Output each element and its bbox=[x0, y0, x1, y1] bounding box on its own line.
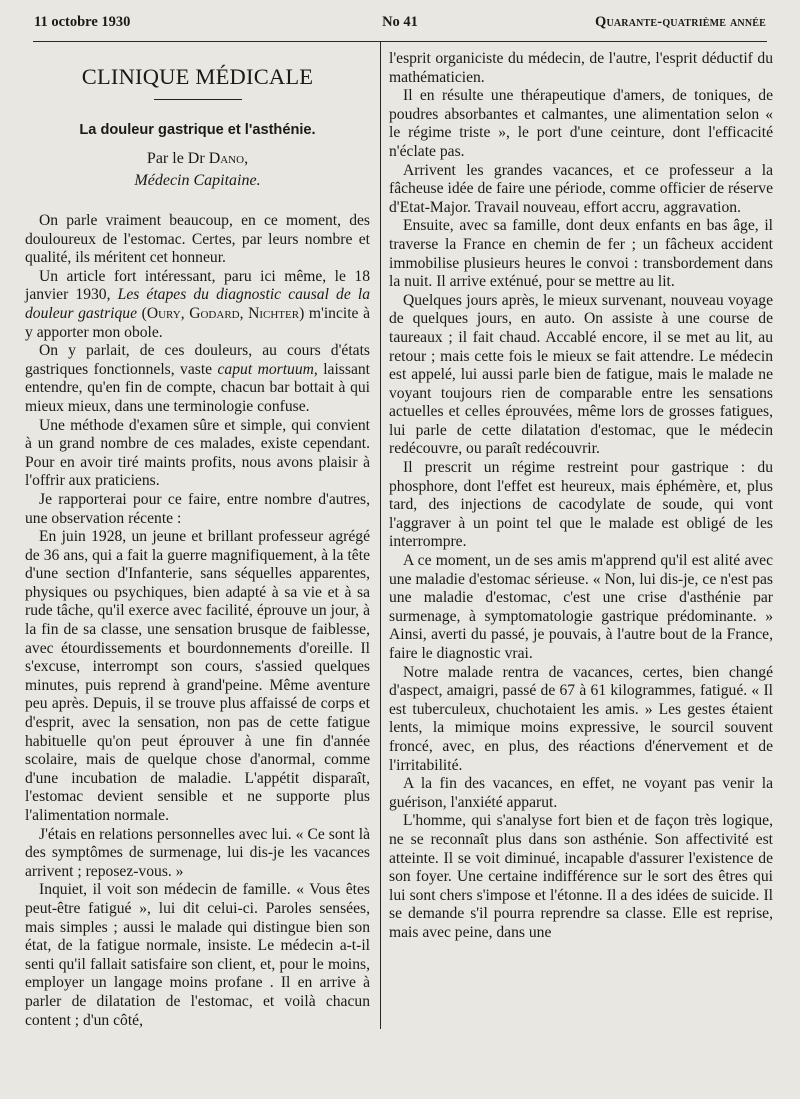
publication-year: Quarante-quatrième année bbox=[594, 14, 766, 30]
right-column bbox=[389, 50, 773, 943]
author-suffix: , bbox=[244, 150, 249, 167]
text-run: , laissant entendre, qu'en fin de compte, chacun bar bottait à qui mieux mieux, dans une terminologie confuse. bbox=[25, 360, 370, 415]
paragraph: Quelques jours après, le mieux survenant, nouveau voyage de quelques jours, en auto. On assiste à une course de taureaux ; il fait chaud. Accablé encore, il se met au lit, au retour ; mais cette fois le mieux se fait attendre. Le médecin est appelé, lui aussi parle bien de fatigue, mais le malade ne voyant toujours rien de comparable entre les sensations actuelles et celles éprouvées, même lors de grosses fatigues, lui parle de cette dilatation d'estomac, que le médecin redécouvre, ou paraît redécouvrir. bbox=[389, 291, 773, 458]
byline bbox=[25, 148, 370, 170]
author-rank: Médecin Capitaine. bbox=[134, 172, 261, 189]
cited-title: Les étapes du diagnostic causal de la douleur gastrique bbox=[25, 286, 371, 322]
issue-number: No 41 bbox=[382, 14, 418, 30]
paragraph: J'étais en relations personnelles avec lui. « Ce sont là des symptômes de surmenage, lui dis-je les vacances arrivent ; reposez-vous. » bbox=[25, 825, 370, 880]
cited-authors: Oury, Godard, Nichter bbox=[146, 304, 300, 322]
latin-term: caput mortuum bbox=[217, 360, 314, 378]
author-name: Dano bbox=[208, 150, 245, 167]
article-title: La douleur gastrique et l'asthénie. bbox=[79, 122, 316, 138]
paragraph: Inquiet, il voit son médecin de famille. « Vous êtes peut-être fatigué », lui dit celui-ci. Paroles sensées, mais simples ; aussi le malade qui distingue bien son état, de la fatigue normale, insiste. Le médecin a-t-il senti qu'il fallait satisfaire son client, et, pour le moins, employer un langage moins profane . Il en arrive à parler de dilatation de l'estomac, et voilà chacun content ; d'un côté, bbox=[25, 881, 370, 1029]
text-run: ( bbox=[137, 304, 147, 322]
section-title: CLINIQUE MÉDICALE bbox=[81, 64, 314, 89]
paragraph: Il en résulte une thérapeutique d'amers, de toniques, de poudres absorbantes et calmantes, une alimentation selon « le régime triste », le port d'une ceinture, dont l'efficacité n'éclate pas. bbox=[389, 87, 773, 160]
paragraph: A la fin des vacances, en effet, ne voyant pas venir la guérison, l'anxiété apparut. bbox=[389, 775, 773, 811]
paragraph: Il prescrit un régime restreint pour gastrique : du phosphore, dont l'effet est heureux, mais éphémère, et, plus tard, des injections de cacodylate de soude, qui vont l'aggraver à un point tel que le malade est obligé de les interrompre. bbox=[389, 459, 773, 551]
paragraph: Arrivent les grandes vacances, et ce professeur a la fâcheuse idée de faire une période, comme officier de réserve d'Etat-Major. Travail nouveau, effort accru, aggravation. bbox=[389, 161, 773, 216]
paragraph: En juin 1928, un jeune et brillant professeur agrégé de 36 ans, qui a fait la guerre magnifiquement, à la tête d'une section d'Infanterie, sans séquelles apparentes, physiques ou psychiques, bien adapté à sa vie et à sa rude tâche, qu'il exerce avec facilité, éprouve un jour, à la fin de sa classe, une sensation brusque de faiblesse, avec étourdissements et bourdonnements d'oreille. Il s'excuse, interrompt son cours, s'assied quelques minutes, puis reprend à grand'peine. Même aventure peu après. Depuis, il se trouve plus affaissé de corps et d'esprit, avec la sensation, non pas de cette fatigue habituelle qu'on peut éprouver à une fin d'année scolaire, mais de quelque chose d'anormal, comme d'une incubation de maladie. L'appétit disparaît, l'estomac devient sensible et ne supporte plus l'alimentation normale. bbox=[25, 528, 370, 824]
paragraph: A ce moment, un de ses amis m'apprend qu'il est alité avec une maladie d'estomac sérieuse. « Non, lui dis-je, ce n'est pas une maladie d'estomac, c'est une crise d'asthénie par surmenage, à symptomatologie gastrique prédominante. » Ainsi, averti du passé, je pouvais, à l'autre bout de la France, faire le diagnostic vrai. bbox=[389, 552, 773, 662]
text-run: ) m'incite à y apporter mon obole. bbox=[25, 304, 370, 341]
issue-date: 11 octobre 1930 bbox=[34, 14, 131, 30]
paragraph: Une méthode d'examen sûre et simple, qui convient à un grand nombre de ces malades, existe cependant. Pour en avoir tiré maints profits, nous avons plaisir à l'offrir aux praticiens. bbox=[25, 416, 370, 490]
left-column bbox=[25, 48, 370, 1030]
paragraph: Ensuite, avec sa famille, dont deux enfants en bas âge, il traverse la France en chemin de fer ; un fâcheux accident immobilise plusieurs heures le convoi : transbordement dans la nuit. Il arrive exténué, pour se mettre au lit. bbox=[389, 217, 773, 291]
paragraph: L'homme, qui s'analyse fort bien et de façon très logique, ne se reconnaît plus dans son asthénie. Son affectivité est atteinte. Il se voit diminué, incapable d'assurer l'existence de son foyer. Une certaine indifférence sur le sort des êtres qui lui sont chers s'impose et l'étonne. Il a des idées de suicide. Il se demande s'il pourra reprendre sa classe. Elle est reprise, mais avec peine, dans une bbox=[389, 812, 773, 941]
title-rule bbox=[154, 99, 242, 100]
text-run: Un article fort intéressant, paru ici même, le 18 janvier 1930, bbox=[25, 267, 370, 304]
author-prefix: Par le Dr bbox=[146, 150, 209, 167]
paragraph bbox=[25, 342, 370, 416]
paragraph: On parle vraiment beaucoup, en ce moment, des douloureux de l'estomac. Certes, par leurs nombre et qualité, ils méritent cet honneur. bbox=[25, 212, 370, 267]
paragraph: Je rapporterai pour ce faire, entre nombre d'autres, une observation récente : bbox=[25, 490, 370, 527]
page-header bbox=[34, 14, 766, 36]
paragraph bbox=[25, 268, 370, 342]
header-rule bbox=[33, 41, 767, 42]
paragraph: l'esprit organiciste du médecin, de l'autre, l'esprit déductif du mathématicien. bbox=[389, 50, 773, 86]
text-run: On y parlait, de ces douleurs, au cours d'états gastriques fonctionnels, vaste bbox=[25, 342, 370, 378]
paragraph: Notre malade rentra de vacances, certes, bien changé d'aspect, amaigri, passé de 67 à 61 kilogrammes, fatigué. « Il est tuberculeux, chuchotaient les amis. » Les gestes étaient lents, la mimique moins expressive, le sourcil souvent froncé, avec, en plus, des réactions d'énervement et de l'irritabilité. bbox=[389, 663, 773, 774]
column-divider bbox=[380, 42, 381, 1029]
